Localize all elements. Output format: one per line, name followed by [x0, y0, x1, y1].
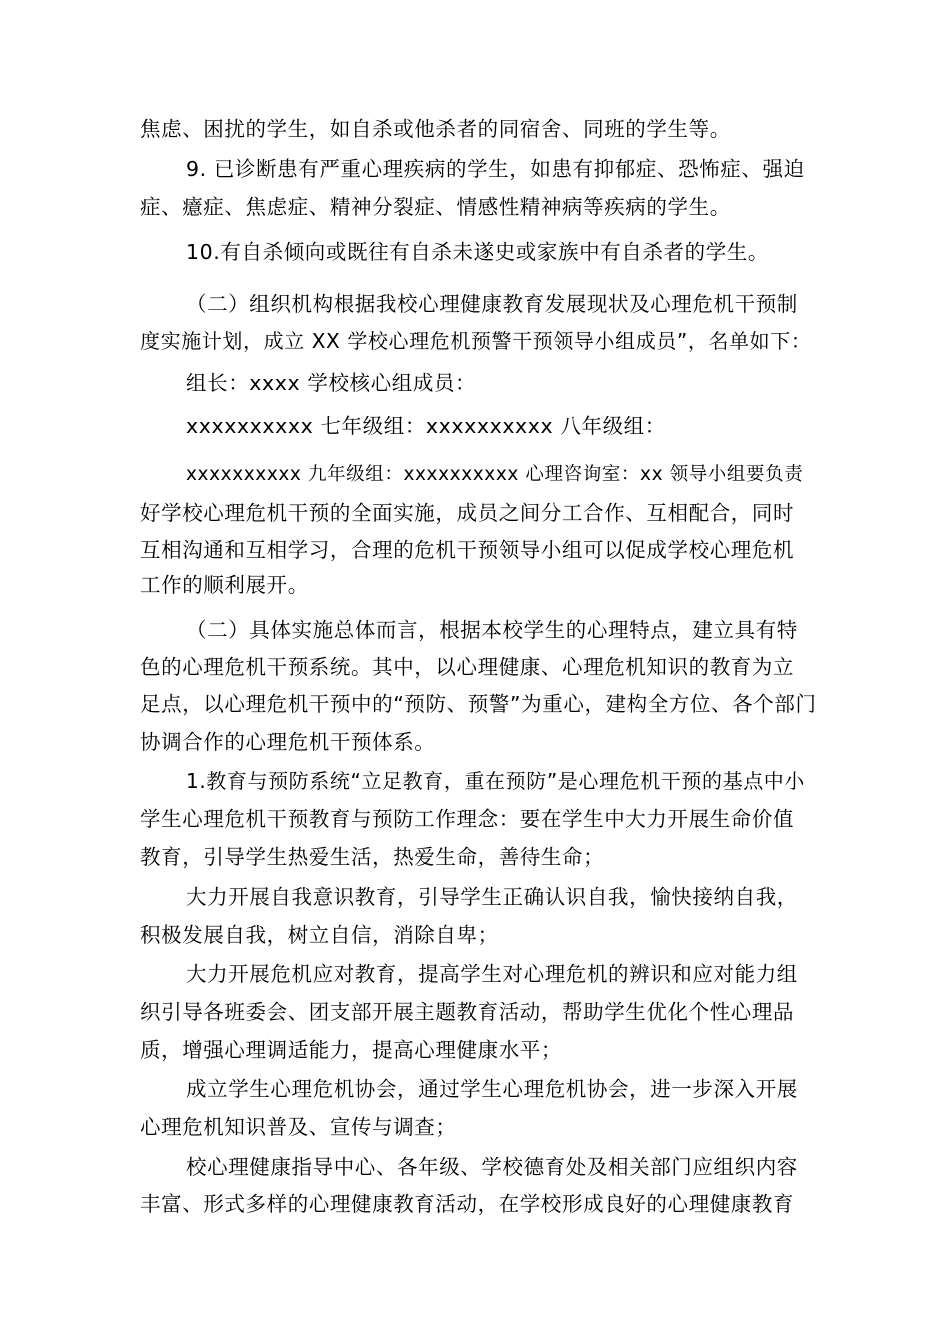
- text-line: 丰富、形式多样的心理健康教育活动，在学校形成良好的心理健康教育: [140, 1192, 795, 1216]
- text-line: 大力开展危机应对教育，提高学生对心理危机的辨识和应对能力组: [186, 962, 798, 986]
- text-line: 协调合作的心理危机干预体系。: [140, 730, 436, 754]
- text-line: （二）具体实施总体而言，根据本校学生的心理特点，建立具有特: [186, 618, 798, 642]
- text-line: 组长：xxxx 学校核心组成员：: [186, 371, 477, 395]
- text-line: 心理危机知识普及、宣传与调查；: [140, 1115, 457, 1139]
- text-line: 度实施计划，成立 XX 学校心理危机预警干预领导小组成员”，名单如下：: [140, 329, 812, 353]
- text-line: xxxxxxxxxx 七年级组：xxxxxxxxxx 八年级组：: [186, 414, 666, 438]
- text-line: 校心理健康指导中心、各年级、学校德育处及相关部门应组织内容: [186, 1155, 798, 1179]
- text-line: 焦虑、困扰的学生，如自杀或他杀者的同宿舍、同班的学生等。: [140, 117, 731, 141]
- text-line: 互相沟通和互相学习，合理的危机干预领导小组可以促成学校心理危机: [140, 538, 795, 562]
- text-line: 工作的顺利展开。: [140, 573, 309, 597]
- text-line: 质，增强心理调适能力，提高心理健康水平；: [140, 1038, 562, 1062]
- text-line: 积极发展自我，树立自信，消除自卑；: [140, 923, 499, 947]
- text-line: 好学校心理危机干预的全面实施，成员之间分工合作、互相配合，同时: [140, 501, 795, 525]
- text-line: （二）组织机构根据我校心理健康教育发展现状及心理危机干预制: [186, 292, 798, 316]
- text-line: 1.教育与预防系统“立足教育，重在预防”是心理危机干预的基点中小: [186, 769, 806, 793]
- text-line: 10.有自杀倾向或既往有自杀未遂史或家族中有自杀者的学生。: [186, 240, 769, 264]
- text-line: 9. 已诊断患有严重心理疾病的学生，如患有抑郁症、恐怖症、强迫: [186, 157, 805, 181]
- text-line: 大力开展自我意识教育，引导学生正确认识自我，愉快接纳自我，: [186, 885, 798, 909]
- text-line: 教育，引导学生热爱生活，热爱生命，善待生命；: [140, 845, 605, 869]
- text-line: 学生心理危机干预教育与预防工作理念：要在学生中大力开展生命价值: [140, 807, 795, 831]
- text-line: 织引导各班委会、团支部开展主题教育活动，帮助学生优化个性心理品: [140, 1000, 795, 1024]
- text-line: 足点，以心理危机干预中的“预防、预警”为重心，建构全方位、各个部门: [140, 692, 817, 716]
- text-line: 症、癔症、焦虑症、精神分裂症、情感性精神病等疾病的学生。: [140, 195, 731, 219]
- text-line: 色的心理危机干预系统。其中，以心理健康、心理危机知识的教育为立: [140, 655, 795, 679]
- text-line: xxxxxxxxxx 九年级组：xxxxxxxxxx 心理咨询室：xx 领导小组要负责: [186, 464, 804, 485]
- text-line: 成立学生心理危机协会，通过学生心理危机协会，进一步深入开展: [186, 1077, 798, 1101]
